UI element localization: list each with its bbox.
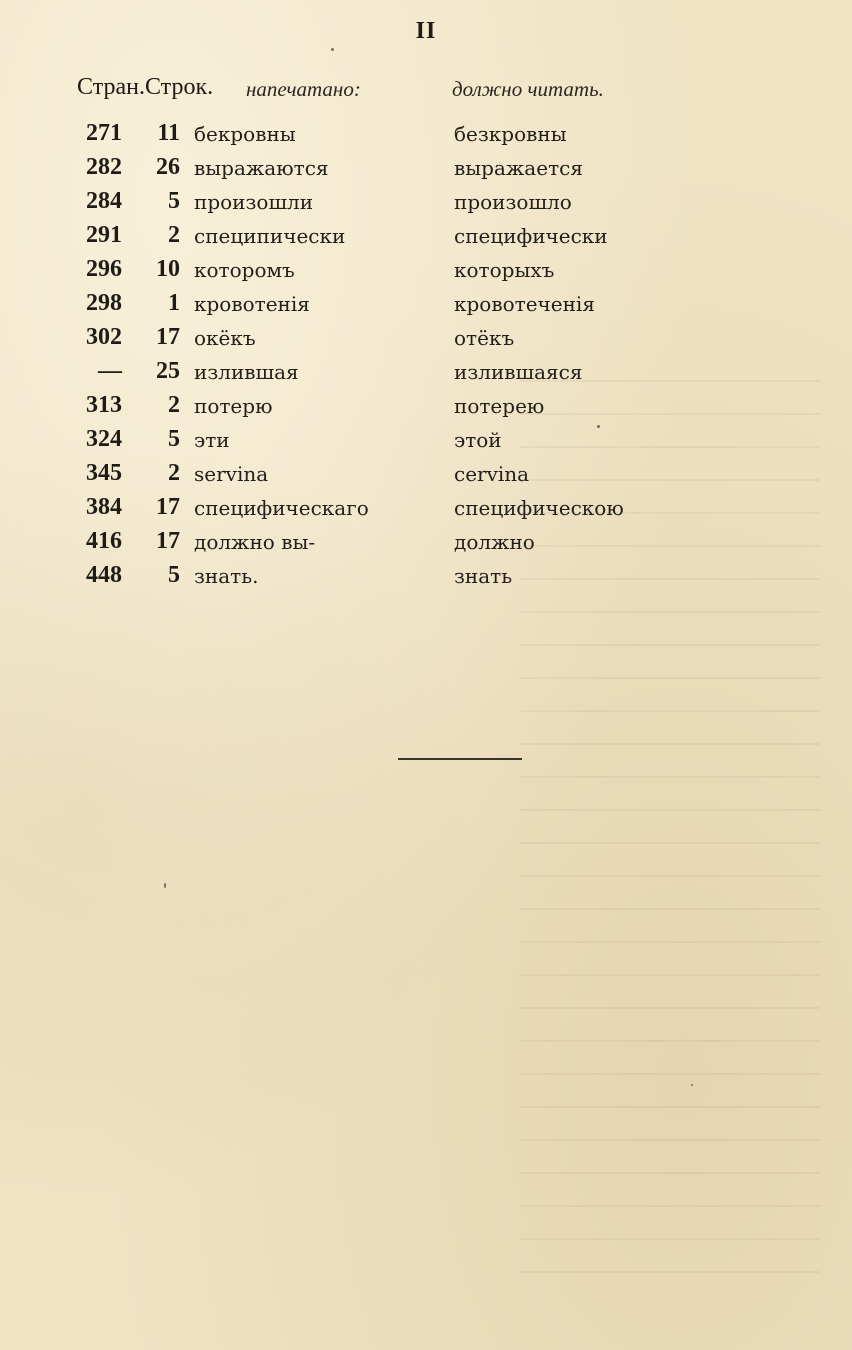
row-line: 2 — [168, 460, 180, 486]
errata-row — [0, 252, 852, 286]
row-page: 448 — [86, 562, 122, 588]
row-page: 282 — [86, 154, 122, 180]
ink-speck — [597, 425, 600, 428]
ink-speck — [691, 1084, 693, 1086]
row-should-read: произошло — [454, 190, 572, 214]
errata-row — [0, 422, 852, 456]
errata-row — [0, 218, 852, 252]
row-printed: излившая — [194, 360, 299, 384]
row-line: 25 — [156, 358, 180, 384]
row-line: 2 — [168, 392, 180, 418]
errata-row — [0, 524, 852, 558]
row-line: 10 — [156, 256, 180, 282]
errata-row — [0, 388, 852, 422]
row-should-read: знать — [454, 564, 513, 588]
row-printed: servina — [194, 462, 269, 486]
row-line: 17 — [156, 528, 180, 554]
row-page: 298 — [86, 290, 122, 316]
errata-row — [0, 456, 852, 490]
errata-row — [0, 320, 852, 354]
header-pages-lines: Стран.Строк. — [77, 74, 214, 100]
row-line: 17 — [156, 494, 180, 520]
row-printed: кровотенія — [194, 292, 310, 316]
row-printed: которомъ — [194, 258, 295, 282]
row-should-read: специфическою — [454, 496, 624, 520]
row-printed: специпически — [194, 224, 346, 248]
errata-row — [0, 150, 852, 184]
row-should-read: cervina — [454, 462, 530, 486]
row-page: 302 — [86, 324, 122, 350]
row-should-read: этой — [454, 428, 502, 452]
row-line: 17 — [156, 324, 180, 350]
row-page: 384 — [86, 494, 122, 520]
row-printed: окёкъ — [194, 326, 256, 350]
errata-row — [0, 490, 852, 524]
row-should-read: которыхъ — [454, 258, 555, 282]
row-page: — — [98, 358, 122, 384]
row-printed: знать. — [194, 564, 259, 588]
row-line: 26 — [156, 154, 180, 180]
row-should-read: должно — [454, 530, 535, 554]
header-printed: напечатано: — [246, 77, 361, 101]
row-line: 5 — [168, 188, 180, 214]
row-should-read: безкровны — [454, 122, 567, 146]
closing-rule — [398, 758, 522, 760]
row-page: 345 — [86, 460, 122, 486]
row-should-read: кровотеченія — [454, 292, 595, 316]
row-page: 313 — [86, 392, 122, 418]
errata-row — [0, 558, 852, 592]
ink-speck — [164, 883, 166, 888]
errata-row — [0, 184, 852, 218]
row-should-read: специфически — [454, 224, 608, 248]
row-printed: потерю — [194, 394, 273, 418]
errata-row — [0, 286, 852, 320]
row-line: 5 — [168, 562, 180, 588]
errata-table — [0, 116, 852, 592]
row-page: 416 — [86, 528, 122, 554]
row-printed: специфическаго — [194, 496, 369, 520]
row-printed: выражаются — [194, 156, 329, 180]
row-page: 284 — [86, 188, 122, 214]
row-should-read: излившаяся — [454, 360, 583, 384]
row-page: 271 — [86, 120, 122, 146]
errata-row — [0, 354, 852, 388]
row-line: 1 — [168, 290, 180, 316]
row-printed: произошли — [194, 190, 314, 214]
row-printed: бекровны — [194, 122, 296, 146]
ink-speck — [331, 48, 334, 51]
row-should-read: потерею — [454, 394, 545, 418]
row-printed: должно вы- — [194, 530, 316, 554]
row-should-read: отёкъ — [454, 326, 515, 350]
row-line: 2 — [168, 222, 180, 248]
row-page: 296 — [86, 256, 122, 282]
errata-row — [0, 116, 852, 150]
row-line: 5 — [168, 426, 180, 452]
row-page: 324 — [86, 426, 122, 452]
row-page: 291 — [86, 222, 122, 248]
row-line: 11 — [157, 120, 180, 146]
page-number: II — [415, 18, 437, 44]
row-printed: эти — [194, 428, 230, 452]
row-should-read: выражается — [454, 156, 583, 180]
header-should-read: должно читать. — [452, 77, 604, 101]
errata-header — [0, 74, 852, 104]
